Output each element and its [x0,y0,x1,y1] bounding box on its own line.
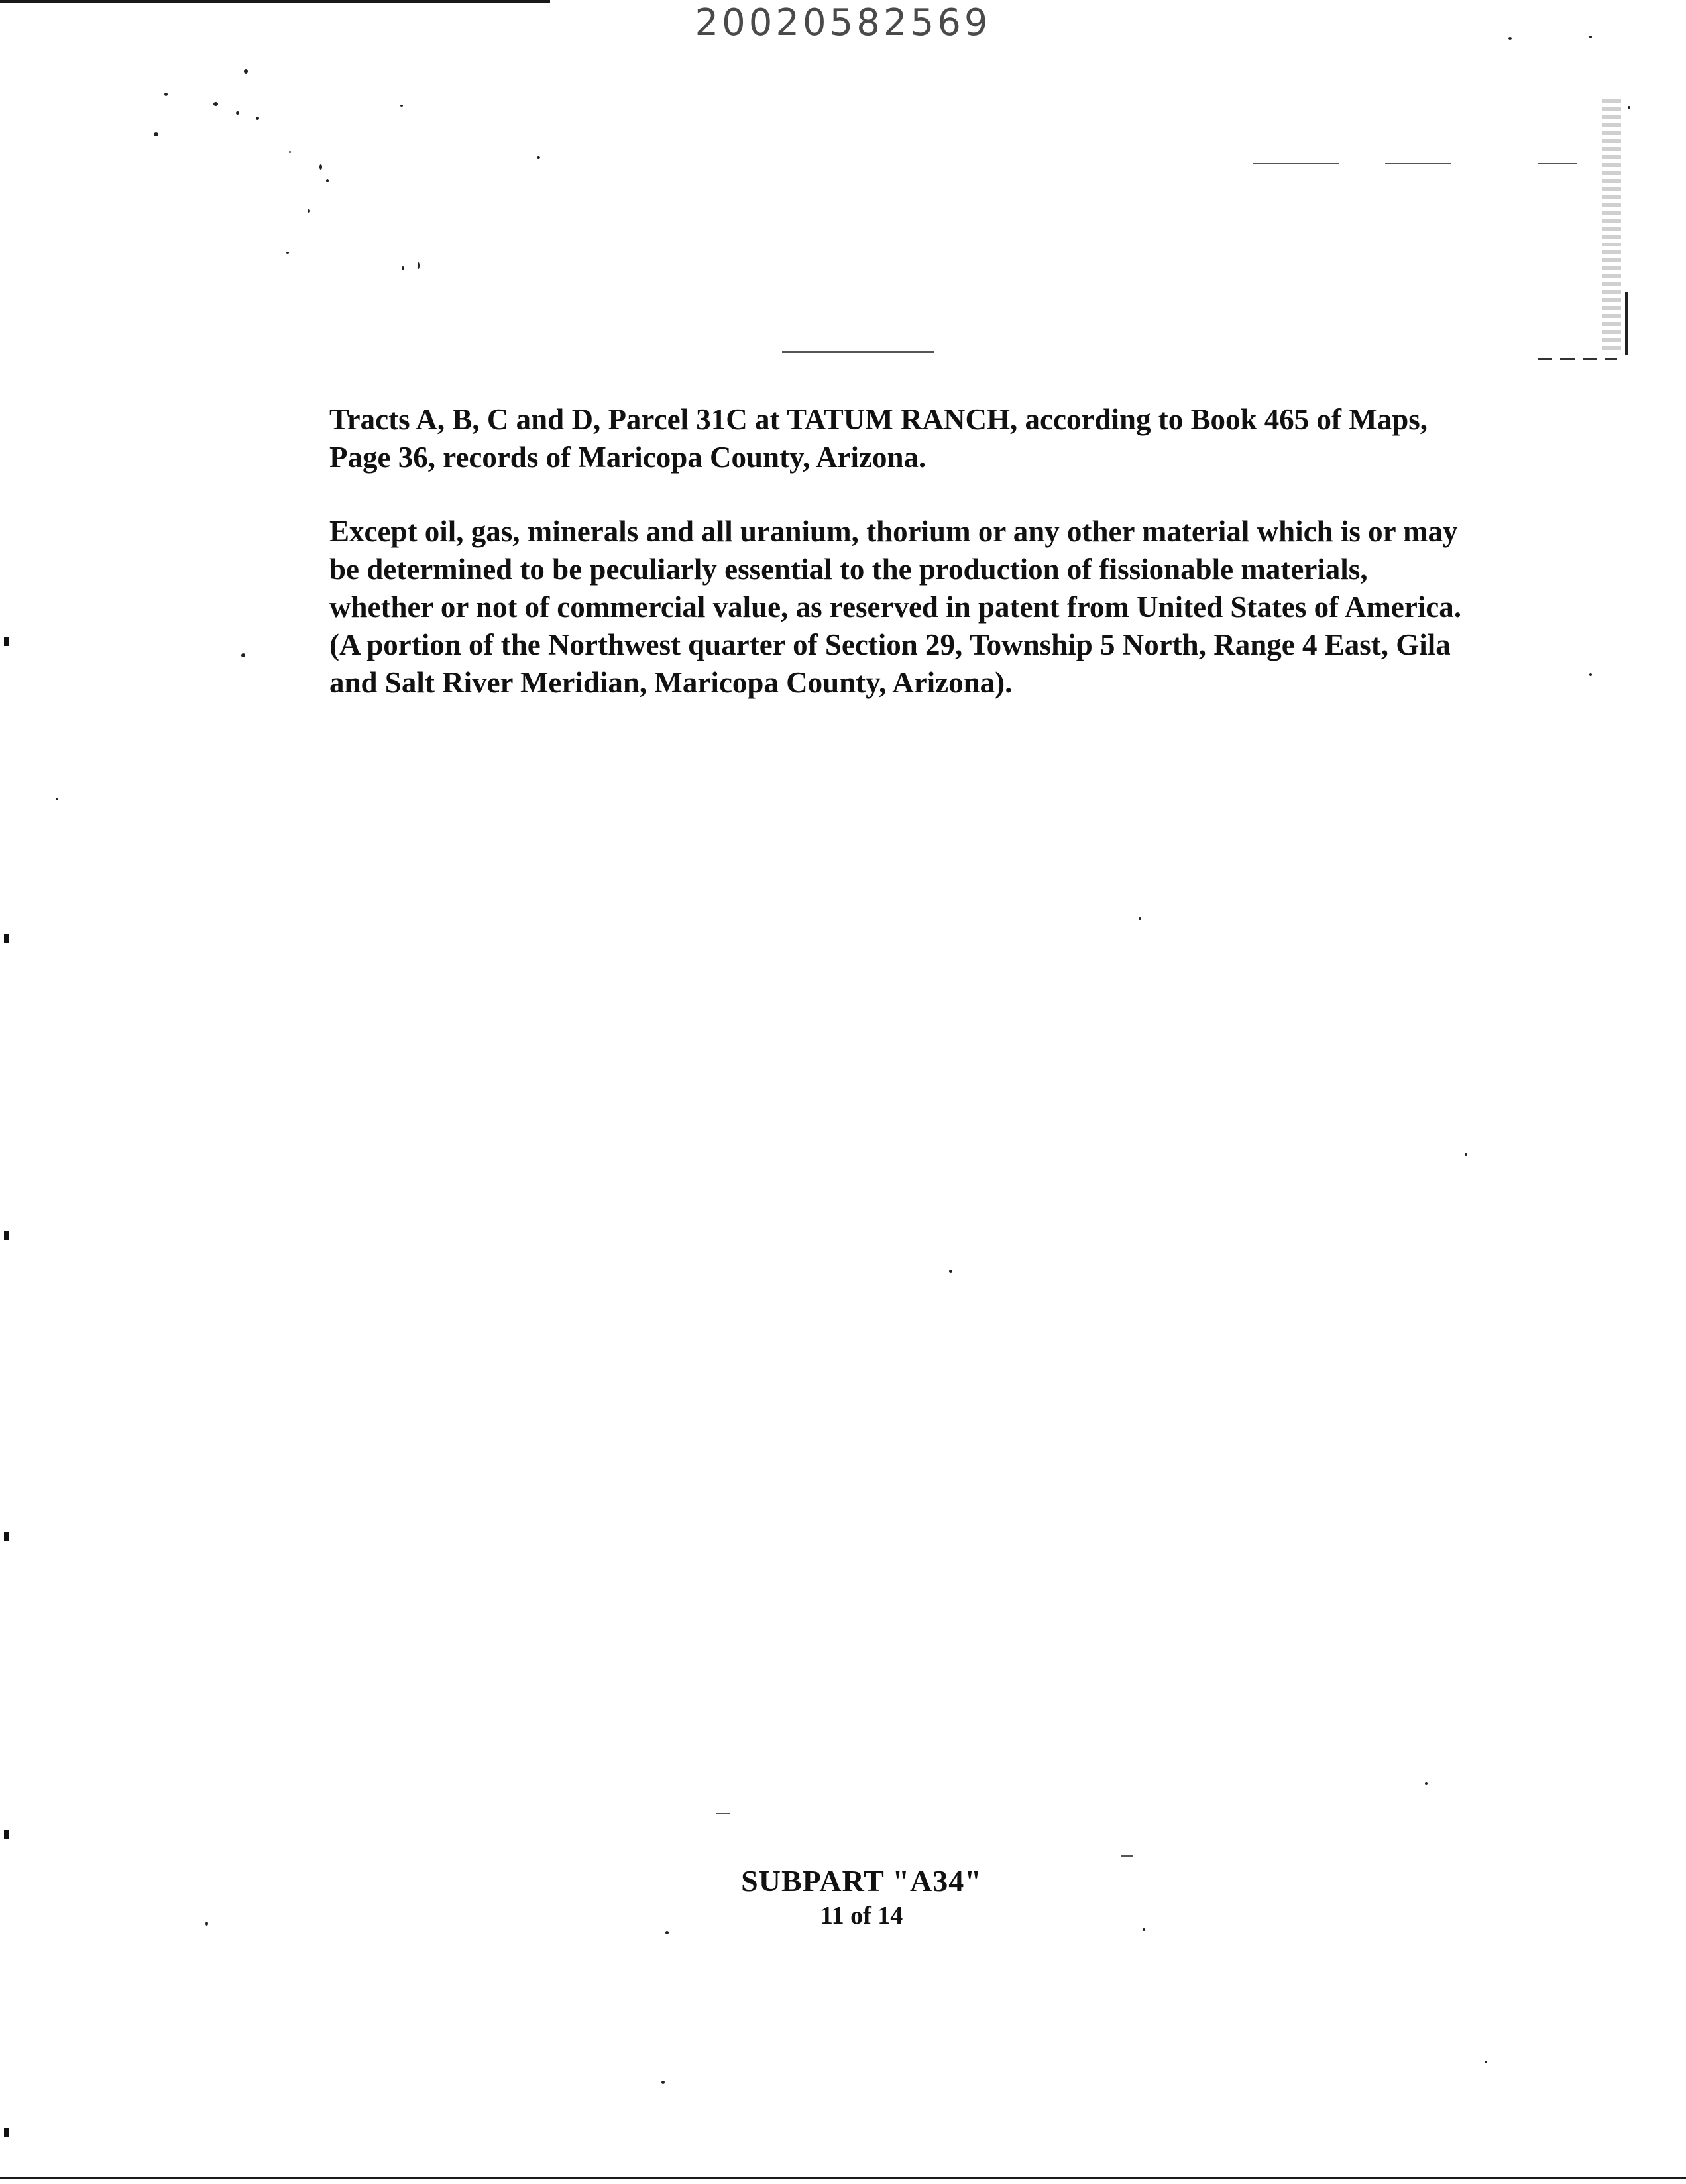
page-count: 11 of 14 [820,1902,903,1930]
scan-dash [1385,163,1451,164]
binding-mark [4,1830,9,1839]
speck [308,209,310,213]
binding-mark [4,2128,9,2137]
speck [256,117,259,120]
speck [1143,1928,1145,1931]
document-number: 20020582569 [695,1,991,44]
speck [241,653,245,657]
text-line: Except oil, gas, minerals and all uranium, thorium or any other material which is or may [329,515,1458,548]
text-line: whether or not of commercial value, as reserved in patent from United States of America. [329,590,1462,624]
speck [949,1270,952,1273]
speck [319,164,322,170]
scan-dash [1253,163,1339,164]
speck [244,69,248,74]
legal-description [329,401,1462,702]
speck [1508,37,1512,40]
speck [537,156,540,159]
binding-mark [4,1231,9,1240]
text-line: and Salt River Meridian, Maricopa County, Arizona). [329,666,1013,699]
speck [326,179,329,182]
speck [1589,673,1592,676]
speck [286,252,289,254]
binding-mark [4,1532,9,1541]
faded-stamp-number [1602,99,1621,351]
text-line: Tracts A, B, C and D, Parcel 31C at TATUM RANCH, according to Book 465 of Maps, [329,403,1428,436]
speck [164,93,168,96]
bottom-scan-rule [0,2177,1686,2179]
speck [236,111,239,115]
page-footer [696,1862,1027,1931]
binding-mark [4,934,9,943]
exception-paragraph [329,513,1462,702]
speck [665,1931,669,1934]
scan-dash [716,1813,730,1814]
speck [1485,2061,1487,2063]
parcel-paragraph [329,401,1443,476]
scan-dash [782,351,934,353]
text-line: be determined to be peculiarly essential to the production of fissionable materials, [329,553,1368,586]
speck [1589,36,1592,38]
speck [289,151,291,153]
speck [205,1922,208,1926]
speck [1425,1782,1428,1785]
speck [1139,917,1141,920]
stamp-dash [1538,358,1617,360]
scan-dash [1538,163,1577,164]
speck [154,132,158,136]
speck [400,105,403,107]
speck [661,2081,665,2084]
scan-dash [1121,1855,1133,1857]
speck [418,262,420,269]
subpart-label: SUBPART "A34" [741,1864,982,1898]
binding-mark [4,637,9,646]
speck [213,102,218,106]
speck [1628,106,1630,109]
text-line: Page 36, records of Maricopa County, Arizona. [329,441,927,474]
speck [56,798,58,800]
speck [402,266,404,270]
text-line: (A portion of the Northwest quarter of Section 29, Township 5 North, Range 4 East, Gila [329,628,1451,661]
speck [1465,1153,1467,1156]
stamp-bracket [1625,292,1628,355]
